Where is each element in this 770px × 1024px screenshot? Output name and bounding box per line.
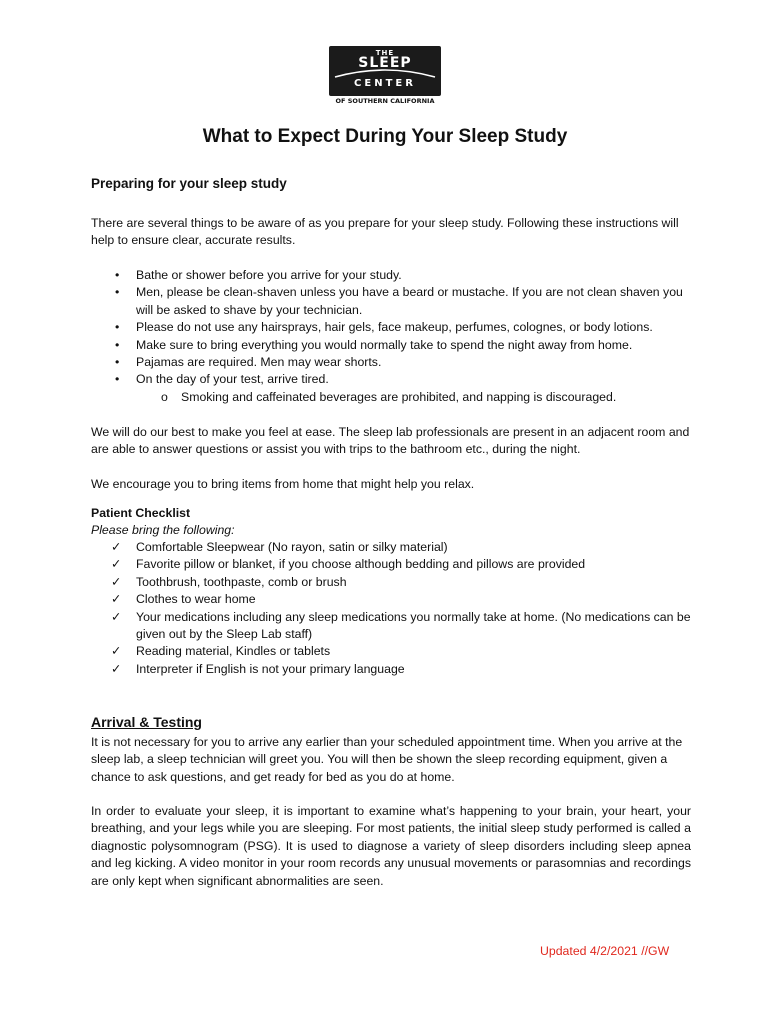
list-item: • On the day of your test, arrive tired. xyxy=(115,372,329,387)
list-item: • Please do not use any hairsprays, hair gels, face makeup, perfumes, colognes, or body lotions. xyxy=(115,320,653,335)
checkmark-icon: ✓ xyxy=(111,540,122,554)
preparing-bullet-list xyxy=(91,267,691,406)
checkmark-icon: ✓ xyxy=(111,592,122,607)
logo-center: CENTER xyxy=(354,78,416,89)
arrival-heading: Arrival & Testing xyxy=(91,714,202,730)
list-item: • Pajamas are required. Men may wear shorts. xyxy=(115,355,382,370)
updated-footer: Updated 4/2/2021 //GW xyxy=(540,944,670,958)
checklist-item: ✓ Favorite pillow or blanket, if you choose although bedding and pillows are provided xyxy=(91,556,691,573)
checkmark-icon: ✓ xyxy=(111,574,122,589)
logo-the: THE xyxy=(375,49,395,57)
checklist-item: ✓ Clothes to wear home xyxy=(91,591,691,608)
checkmark-icon: ✓ xyxy=(111,609,122,624)
checklist-item: ✓ Reading material, Kindles or tablets xyxy=(91,643,691,660)
page-title: What to Expect During Your Sleep Study xyxy=(202,126,568,147)
list-item: • Make sure to bring everything you would normally take to spend the night away from home. xyxy=(115,337,633,352)
preparing-heading: Preparing for your sleep study xyxy=(91,176,287,191)
checklist-subheading: Please bring the following: xyxy=(91,523,235,537)
checkmark-icon: ✓ xyxy=(111,661,122,676)
checklist-item: ✓ Comfortable Sleepwear (No rayon, satin or silky material) xyxy=(91,539,691,556)
logo-subtitle: OF SOUTHERN CALIFORNIA xyxy=(335,97,435,105)
preparing-intro: There are several things to be aware of as you prepare for your sleep study. Following these instructions will help to ensure clear, accurate results. xyxy=(91,216,679,248)
checklist-list xyxy=(91,539,691,678)
checklist-item: ✓ Interpreter if English is not your primary language xyxy=(91,661,691,678)
arrival-paragraph-1: It is not necessary for you to arrive any earlier than your scheduled appointment time. When you arrive at the sleep lab, a sleep technician will greet you. You will then be shown the sleep recording equipment, given a chance to ask questions, and get ready for bed as you do at home. xyxy=(91,735,683,784)
sleep-center-logo xyxy=(327,46,443,104)
ease-paragraph: We will do our best to make you feel at ease. The sleep lab professionals are present in an adjacent room and are able to answer questions or assist you with trips to the bathroom etc., during the night. xyxy=(91,425,690,457)
checkmark-icon: ✓ xyxy=(111,644,122,659)
logo-sleep: SLEEP xyxy=(358,55,412,71)
checkmark-icon: ✓ xyxy=(111,557,122,572)
logo-badge xyxy=(329,46,441,96)
checklist-heading: Patient Checklist xyxy=(91,506,191,520)
list-item: • Men, please be clean-shaven unless you have a beard or mustache. If you are not clean shaven you will be asked to shave by your technician. xyxy=(115,285,683,317)
encourage-paragraph: We encourage you to bring items from home that might help you relax. xyxy=(91,477,475,491)
list-item: • Bathe or shower before you arrive for your study. xyxy=(115,268,402,282)
arrival-paragraph-2: In order to evaluate your sleep, it is important to examine what’s happening to your brain, your heart, your breathing, and your legs while you are sleeping. For most patients, the initial sleep study performed is called a diagnostic polysomnogram (PSG). It is used to diagnose a variety of sleep disorders including sleep apnea and leg kicking. A video monitor in your room records any unusual movements or parasomnias and recordings are only kept when significant abnormalities are seen. xyxy=(91,804,691,888)
checklist-item: ✓ Your medications including any sleep medications you normally take at home. (No medications can be given out by the Sleep Lab staff) xyxy=(111,609,691,642)
sub-list-item: o Smoking and caffeinated beverages are prohibited, and napping is discouraged. xyxy=(161,389,617,404)
checklist-item: ✓ Toothbrush, toothpaste, comb or brush xyxy=(91,574,691,591)
